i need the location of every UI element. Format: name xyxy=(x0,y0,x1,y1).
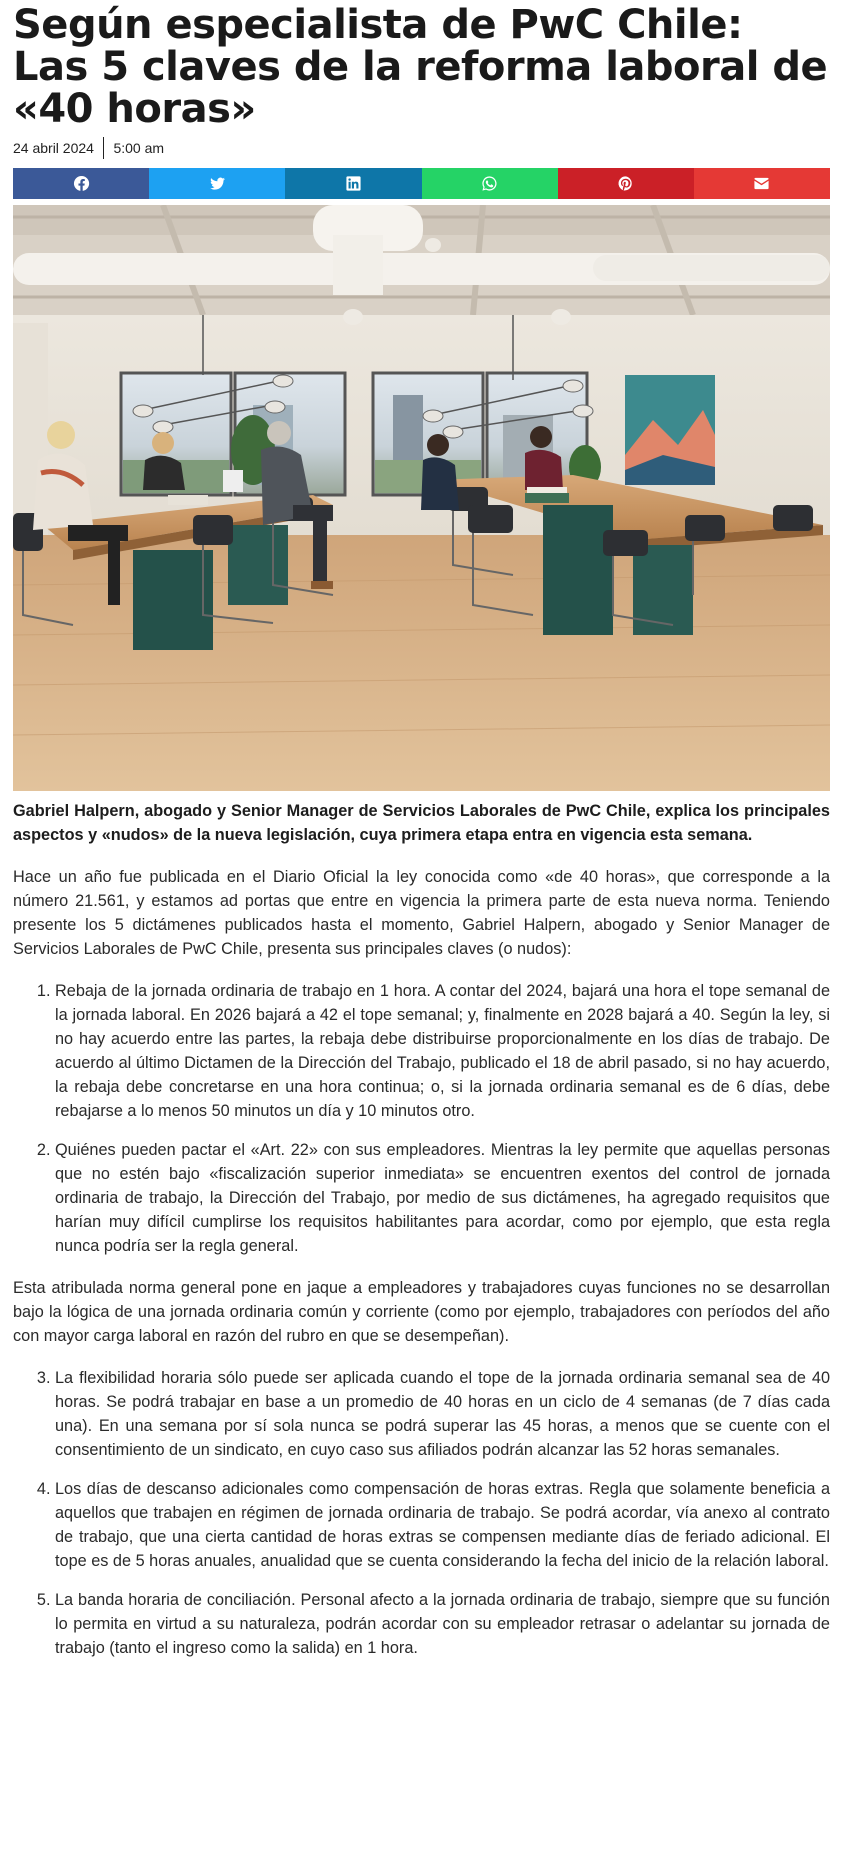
twitter-icon xyxy=(209,175,226,192)
list-item: 1. Rebaja de la jornada ordinaria de trabajo en 1 hora. A contar del 2024, bajará una hora el tope semanal de la jornada laboral. En 2026 bajará a 42 el tope semanal; y, finalmente en 2028 bajará a 40. Según la ley, si no hay acuerdo entre las partes, la rebaja debe distribuirse proporcionalmente en los días de trabajo. De acuerdo al último Dictamen de la Dirección del Trabajo, publicado el 18 de abril pasado, si no hay acuerdo, la rebaja debe concretarse en una hora continua; o, si la jornada ordinaria semanal es de 6 días, debe rebajarse a lo menos 50 minutos un día y 10 minutos otro. xyxy=(55,979,830,1123)
article-meta xyxy=(13,134,830,162)
list-item: 5. La banda horaria de conciliación. Personal afecto a la jornada ordinaria de trabajo, siempre que su función lo permita en virtud a su naturaleza, podrán acordar con su empleador retrasar o adelantar su jornada de trabajo (tanto el ingreso como la salida) en 1 hora. xyxy=(55,1588,830,1660)
email-icon xyxy=(753,175,770,192)
share-email-button[interactable] xyxy=(694,168,830,199)
article-lead: Gabriel Halpern, abogado y Senior Manager de Servicios Laborales de PwC Chile, explica los principales aspectos y «nudos» de la nueva legislación, cuya primera etapa entra en vigencia esta semana. xyxy=(13,802,830,844)
pinterest-icon xyxy=(617,175,634,192)
article-intro: Hace un año fue publicada en el Diario Oficial la ley conocida como «de 40 horas», que corresponde a la número 21.561, y estamos ad portas que entre en vigencia la primera parte de esta nueva norma. Teniendo presente los 5 dictámenes publicados hasta el momento, Gabriel Halpern, abogado y Senior Manager de Servicios Laborales de PwC Chile, presenta sus principales claves (o nudos): xyxy=(13,868,830,958)
list-item: 3. La flexibilidad horaria sólo puede ser aplicada cuando el tope de la jornada ordinaria semanal sea de 40 horas. Se podrá trabajar en base a un promedio de 40 horas en un ciclo de 4 semanas (de 7 días cada una). En una semana por sí sola nunca se podrá superar las 45 horas, a menos que se cuente con el consentimiento de un sindicato, en cuyo caso sus afiliados podrán alcanzar las 52 horas semanales. xyxy=(55,1366,830,1462)
share-whatsapp-button[interactable] xyxy=(422,168,558,199)
whatsapp-icon xyxy=(481,175,498,192)
office-photo xyxy=(13,205,830,791)
share-pinterest-button[interactable] xyxy=(558,168,694,199)
share-linkedin-button[interactable] xyxy=(285,168,421,199)
article-date: 24 abril 2024 xyxy=(13,140,94,156)
share-twitter-button[interactable] xyxy=(149,168,285,199)
list-item: 2. Quiénes pueden pactar el «Art. 22» con sus empleadores. Mientras la ley permite que aquellas personas que no estén bajo «fiscalización superior inmediata» se encuentren exentos del control de jornada ordinaria de trabajo, la Dirección del Trabajo, por medio de sus dictámenes, ha agregado requisitos que harían muy difícil cumplirse los requisitos habilitantes para acordar, como por ejemplo, que esta regla nunca podría ser la regla general. xyxy=(55,1138,830,1258)
linkedin-icon xyxy=(345,175,362,192)
meta-separator xyxy=(103,137,105,159)
hero-image xyxy=(13,205,830,791)
article-time: 5:00 am xyxy=(113,140,165,156)
article xyxy=(13,0,830,1660)
share-bar xyxy=(13,168,830,199)
claves-list-second xyxy=(13,1366,830,1660)
article-title: Según especialista de PwC Chile: Las 5 claves de la reforma laboral de «40 horas» xyxy=(13,2,828,130)
list-item: 4. Los días de descanso adicionales como compensación de horas extras. Regla que solamente beneficia a aquellos que trabajen en régimen de jornada ordinaria de trabajo. Se podrá acordar, vía anexo al contrato de trabajo, que una cierta cantidad de horas extras se compensen mediante días de feriado adicional. El tope es de 5 horas anuales, anualidad que se cuenta considerando la fecha del inicio de la relación laboral. xyxy=(55,1477,830,1573)
claves-list-first xyxy=(13,979,830,1258)
share-facebook-button[interactable] xyxy=(13,168,149,199)
article-middle-paragraph: Esta atribulada norma general pone en jaque a empleadores y trabajadores cuyas funciones no se desarrollan bajo la lógica de una jornada ordinaria común y corriente (como por ejemplo, trabajadores con períodos del año con mayor carga laboral en razón del rubro en que se desempeñan). xyxy=(13,1279,830,1345)
facebook-icon xyxy=(73,175,90,192)
